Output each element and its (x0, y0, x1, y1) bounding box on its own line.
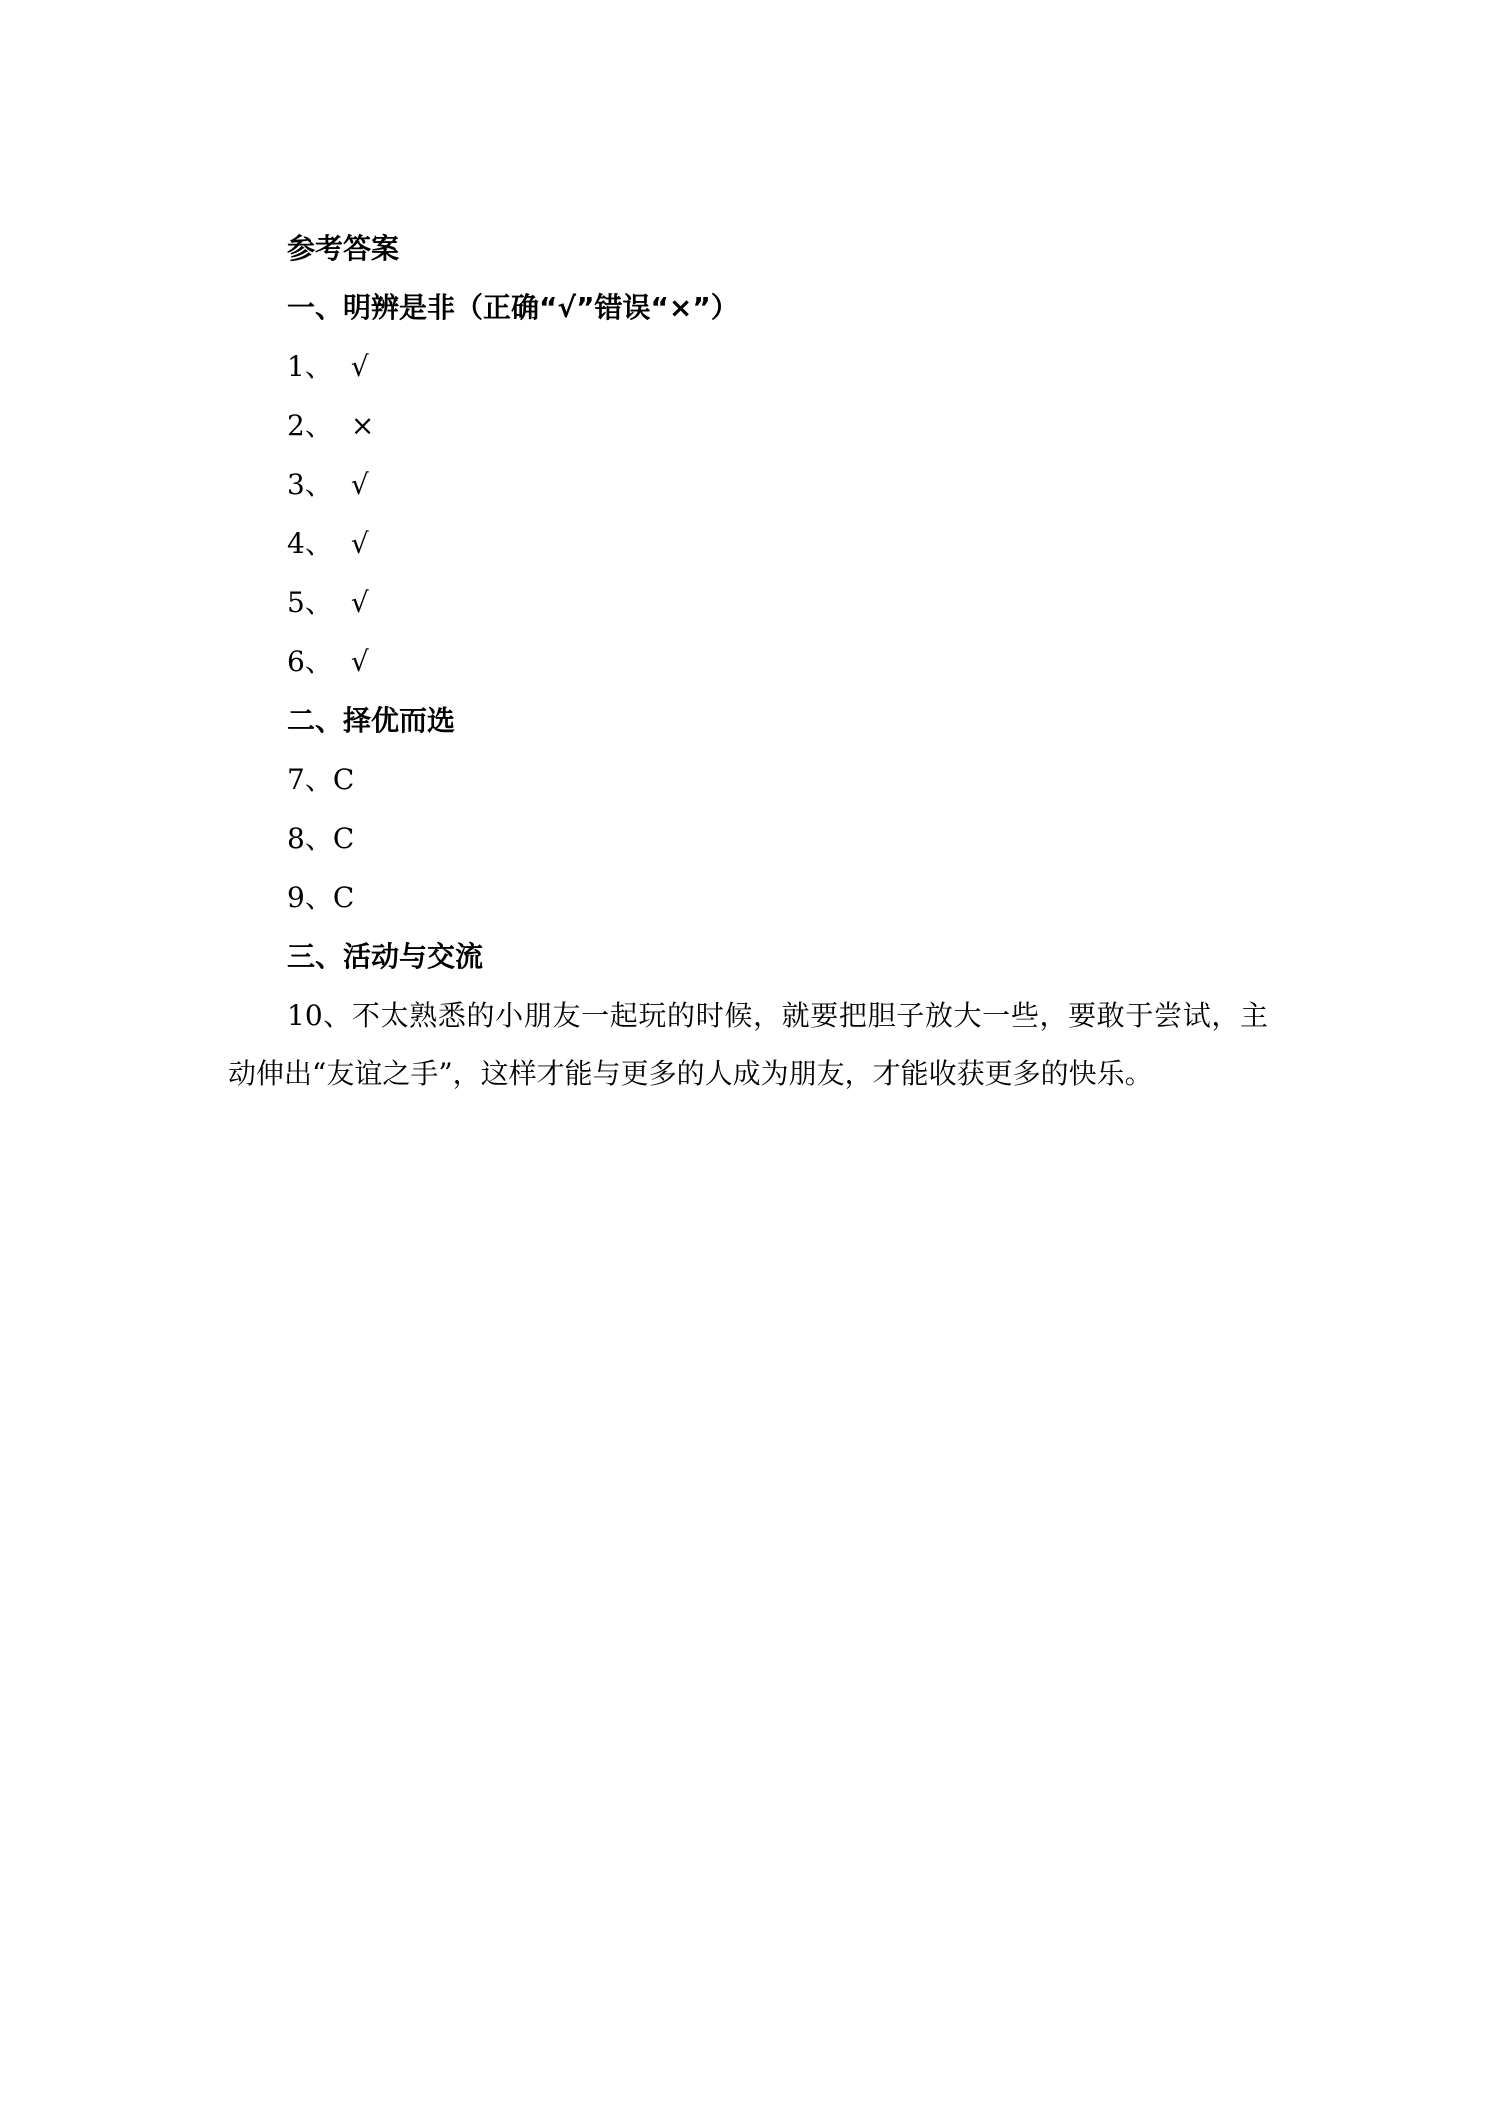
answer-item (287, 642, 369, 682)
item-number: 4、 (287, 527, 333, 560)
page-title: 参考答案 (287, 232, 400, 265)
item-number: 3、 (287, 468, 333, 501)
choice-answer: 7、C (287, 763, 355, 796)
check-mark: √ (350, 586, 369, 619)
answer-item (287, 583, 369, 623)
choice-answer: 8、C (287, 822, 355, 855)
section2-heading: 二、择优而选 (287, 704, 456, 737)
item-number: 1、 (287, 350, 333, 383)
check-mark: √ (350, 527, 369, 560)
activity-answer-paragraph: 10、不太熟悉的小朋友一起玩的时候，就要把胆子放大一些，要敢于尝试，主动伸出“友谊之手”，这样才能与更多的人成为朋友，才能收获更多的快乐。 (228, 999, 1268, 1090)
item-number: 2、 (287, 409, 333, 442)
answer-item (287, 347, 369, 387)
cross-mark: × (350, 409, 375, 442)
item-number: 5、 (287, 586, 333, 619)
check-mark: √ (350, 468, 369, 501)
answer-item (287, 524, 369, 564)
item-number: 6、 (287, 645, 333, 678)
check-mark: √ (350, 350, 369, 383)
answer-item (287, 465, 369, 505)
choice-answer: 9、C (287, 881, 355, 914)
section1-heading: 一、明辨是非（正确“√”错误“×”） (287, 291, 739, 324)
section3-heading: 三、活动与交流 (287, 940, 484, 973)
check-mark: √ (350, 645, 369, 678)
answer-item (287, 406, 374, 446)
